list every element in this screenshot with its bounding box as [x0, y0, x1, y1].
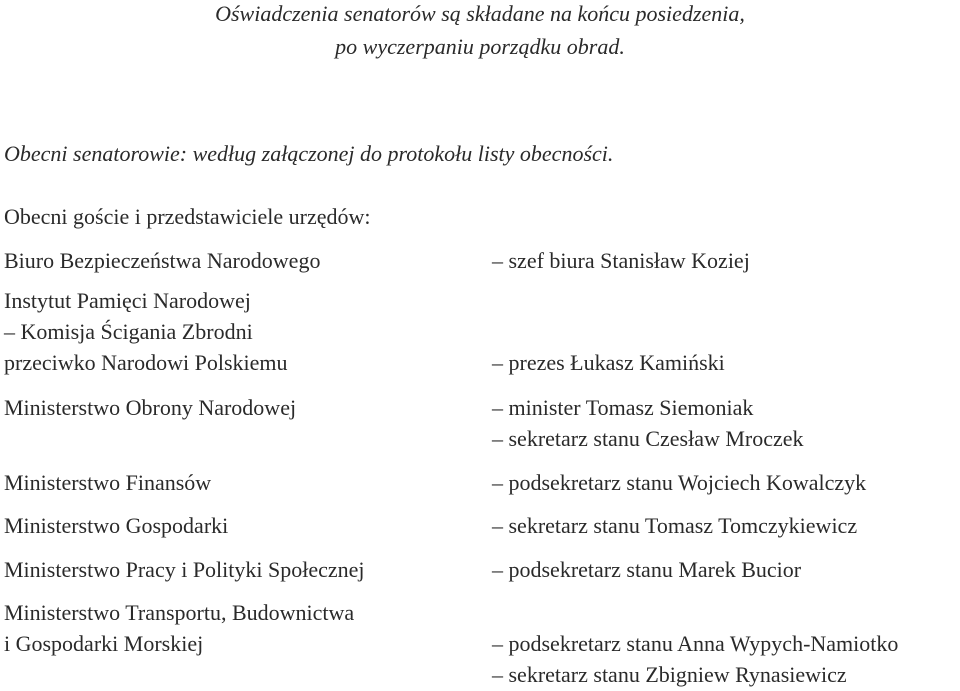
intro-line-2: po wyczerpaniu porządku obrad.	[335, 34, 625, 59]
role-mg-1: – sekretarz stanu Tomasz Tomczykiewicz	[492, 513, 858, 538]
org-mtbgm-line-1: Ministerstwo Transportu, Budownictwa	[4, 600, 355, 625]
org-mg: Ministerstwo Gospodarki	[4, 513, 229, 538]
guests-heading: Obecni goście i przedstawiciele urzędów:	[4, 204, 371, 229]
org-mpips: Ministerstwo Pracy i Polityki Społecznej	[4, 557, 365, 582]
org-ipn-line-3: przeciwko Narodowi Polskiemu	[4, 350, 288, 375]
org-mtbgm-line-2: i Gospodarki Morskiej	[4, 631, 204, 656]
role-bbn-1: – szef biura Stanisław Koziej	[492, 248, 750, 273]
role-mon-1: – minister Tomasz Siemoniak	[492, 395, 754, 420]
role-ipn-1: – prezes Łukasz Kamiński	[492, 350, 725, 375]
intro-line-1: Oświadczenia senatorów są składane na końcu posiedzenia,	[215, 1, 745, 26]
role-mpips-1: – podsekretarz stanu Marek Bucior	[492, 557, 802, 582]
role-mtbgm-1: – podsekretarz stanu Anna Wypych-Namiotko	[492, 631, 899, 656]
role-mf-1: – podsekretarz stanu Wojciech Kowalczyk	[492, 470, 867, 495]
org-ipn-line-1: Instytut Pamięci Narodowej	[4, 288, 251, 313]
role-mtbgm-2: – sekretarz stanu Zbigniew Rynasiewicz	[492, 662, 847, 687]
org-ipn-line-2: – Komisja Ścigania Zbrodni	[4, 319, 253, 344]
role-mon-2: – sekretarz stanu Czesław Mroczek	[492, 426, 804, 451]
present-senators-note: Obecni senatorowie: według załączonej do protokołu listy obecności.	[4, 141, 614, 166]
org-mon: Ministerstwo Obrony Narodowej	[4, 395, 297, 420]
org-bbn: Biuro Bezpieczeństwa Narodowego	[4, 248, 321, 273]
org-mf: Ministerstwo Finansów	[4, 470, 212, 495]
